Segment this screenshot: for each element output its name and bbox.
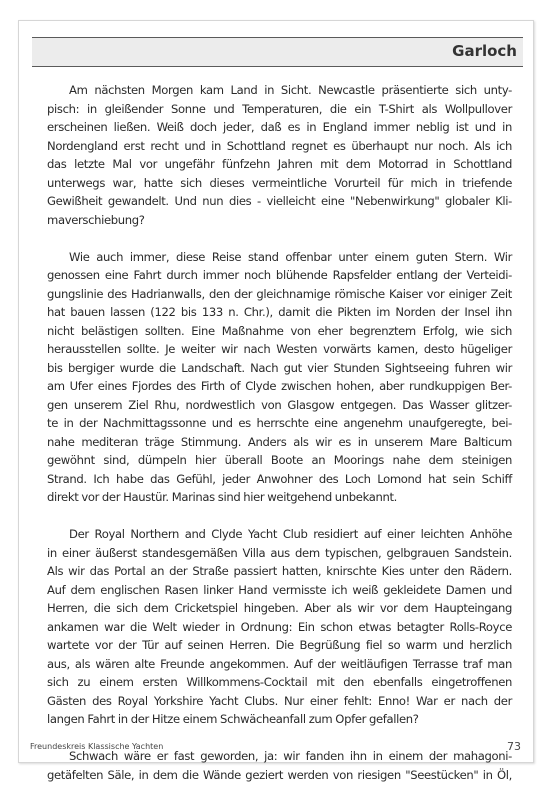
text-line: gewöhnt sind, dümpeln hier überall Boote an Moorings nahe dem steinigen (47, 453, 512, 467)
text-line: direkt vor der Haustür. Marinas sind hier weitgehend unbekannt. (47, 490, 398, 504)
publication-name: Freundeskreis Klassische Yachten (30, 742, 164, 751)
text-line: Strand. Ich habe das Gefühl, jeder Anwohner des Loch Lomond hat sein Schiff (47, 471, 512, 486)
text-line: nahe mediteran träge Stimmung. Anders als wir es in unserem Mare Balticum (47, 434, 512, 449)
text-line: langen Fahrt in der Hitze einem Schwächeanfall zum Opfer gefallen? (47, 712, 419, 726)
page-number: 73 (507, 740, 521, 753)
text-line: Nordengland erst recht und in Schottland regnet es überhaupt nur noch. Als ich (47, 138, 512, 153)
text-line: herausstellen sollte. Je weiter wir nach Westen vorwärts kamen, desto hügeliger (47, 342, 512, 356)
text-line: Herren, die sich dem Cricketspiel hingeben. Aber als wir vor dem Haupteingang (47, 601, 512, 615)
text-line: Gewißheit gewandelt. Und nun dies - vielleicht eine "Nebenwirkung" globaler Kli- (47, 194, 512, 208)
text-line: gungslinie des Hadrianwalls, den der gleichnamige römische Kaiser vor einiger Zeit (47, 286, 512, 301)
text-line: te in der Nachmittagssonne und es herrschte eine angenehm unaufgeregte, bei- (47, 416, 512, 430)
text-line: Am nächsten Morgen kam Land in Sicht. Newcastle präsentierte sich unty- (69, 83, 512, 97)
text-line: aus, als wären alte Freunde angekommen. Auf der weitläufigen Terrasse traf man (47, 656, 512, 671)
text-line: in einer äußerst standesgemäßen Villa aus dem typischen, gelbgrauen Sandstein. (47, 545, 512, 560)
text-line: Wie auch immer, diese Reise stand offenbar unter einem guten Stern. Wir (69, 249, 512, 264)
text-line: erscheinen ließen. Weiß doch jeder, daß es in England immer neblig ist und in (47, 120, 512, 134)
paragraph (47, 248, 512, 507)
text-line: hat bauen lassen (122 bis 133 n. Chr.), damit die Pikten im Norden der Insel ihn (47, 305, 512, 319)
paragraph (47, 747, 512, 784)
text-line: gen unserem Ziel Rhu, nordwestlich von Glasgow entgegen. Das Wasser glitzer- (47, 397, 512, 412)
text-line: wartete vor der Tür auf seinen Herren. Die Begrüßung fiel so warm und herzlich (47, 638, 512, 652)
paragraph (47, 525, 512, 729)
text-line: nicht belästigen sollten. Eine Maßnahme von eher begrenztem Erfolg, wie sich (47, 323, 512, 338)
running-header (32, 37, 523, 67)
text-line: Als wir das Portal an der Straße passiert hatten, knirschte Kies unter den Rädern. (47, 564, 512, 578)
text-line: Der Royal Northern and Clyde Yacht Club residiert auf einer leichten Anhöhe (69, 527, 512, 541)
text-line: am Ufer eines Fjordes des Firth of Clyde zwischen hohen, aber rundkuppigen Ber- (47, 379, 512, 393)
text-line: Gästen des Royal Yorkshire Yacht Clubs. Nur einer fehlt: Enno! War er nach der (47, 693, 512, 708)
text-line: das letzte Mal vor ungefähr fünfzehn Jahren mit dem Motorrad in Schottland (47, 157, 512, 171)
text-line: unterwegs war, hatte sich dieses vermeintliche Vorurteil für mich in triefende (47, 175, 512, 190)
paragraph (47, 81, 512, 229)
text-line: ankamen war die Welt wieder in Ordnung: Ein schon etwas betagter Rolls-Royce (47, 619, 512, 634)
text-line: bis bergiger wurde die Landschaft. Nach gut vier Stunden Sightseeing fuhren wir (47, 360, 512, 375)
body-text (47, 81, 512, 803)
text-line: pisch: in gleißender Sonne und Temperaturen, die ein T-Shirt als Wollpullover (47, 101, 512, 116)
chapter-title: Garloch (452, 42, 517, 60)
book-page (18, 20, 534, 782)
text-line: genossen eine Fahrt durch immer noch blühende Rapsfelder entlang der Verteidi- (47, 268, 512, 282)
text-line: Auf dem englischen Rasen linker Hand vermisste ich weiß gekleidete Damen und (47, 582, 512, 597)
text-line: maverschiebung? (47, 212, 145, 227)
text-line: sich zu einem ersten Willkommens-Cocktail mit den ebenfalls eingetroffenen (47, 675, 512, 689)
text-line: getäfelten Säle, in dem die Wände geziert werden von riesigen "Seestücken" in Öl, (47, 767, 512, 782)
text-line: Schwach wäre er fast geworden, ja: wir fanden ihn in einem der mahagoni- (69, 749, 512, 763)
